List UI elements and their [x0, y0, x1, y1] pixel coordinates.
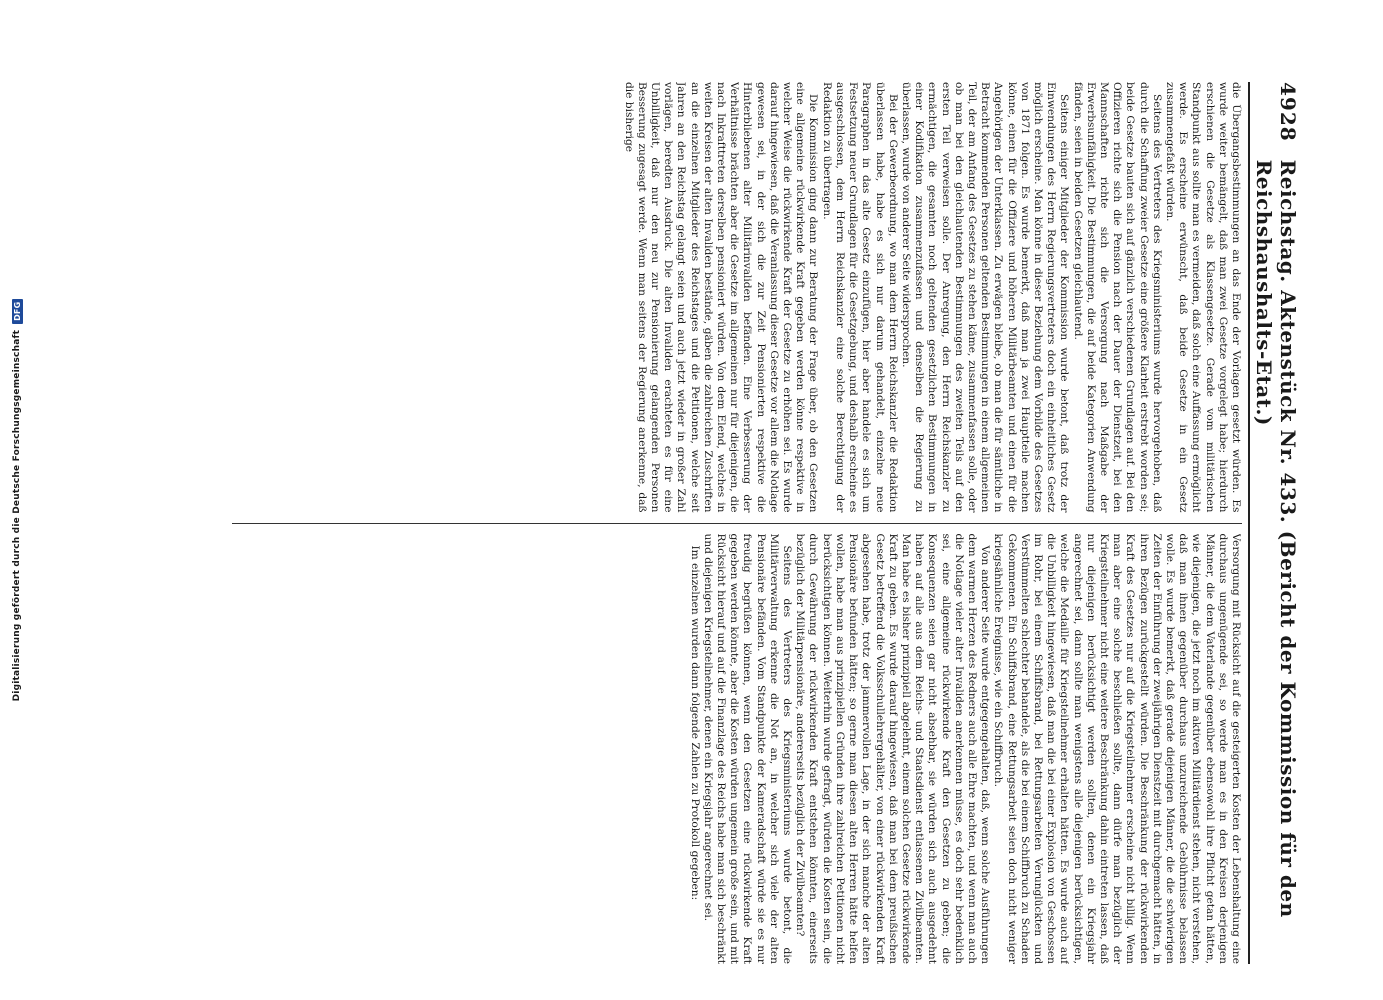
left-column — [232, 82, 1242, 513]
paragraph: Von anderer Seite wurde entgegengehalten, daß, wenn solche Ausführungen dem warmen Herzen des Redners auch alle Ehre machten, und wenn man auch die Notlage vieler alter Invaliden anerkennen müsse, es doch sehr bedenklich sei, eine allgemeine rückwirkende Kraft den Gesetzen zu geben; die Konsequenzen seien gar nicht absehbar, sie würden sich auch ausgedehnt haben auf alle aus dem Reichs- und Staatsdienst entlassenen Zivilbeamten. Man habe es bisher prinzipiell abgelehnt, einem solchen Gesetze rückwirkende Kraft zu geben. Es wurde darauf hingewiesen, daß man bei dem preußischen Gesetz betreffend die Volksschullehrergehälter, von einer rückwirkenden Kraft abgesehen habe, trotz der jammervollen Lage, in der sich manche der alten Pensionäre befunden hätten; so gerne man diesen alten Herren hätte helfen wollen, habe man aus prinzipiellen Gründen ihre zahlreichen Petitionen nicht berücksichtigen können. Weiterhin wurde gefragt, würden die Kosten sein, die durch Gewährung der rückwirkenden Kraft entstehen könnten, einerseits bezüglich der Militärpensionäre, andererseits bezüglich der Zivilbeamten? — [794, 533, 992, 964]
document-page — [240, 78, 1300, 968]
paragraph: Seitens einiger Mitglieder der Kommission wurde betont, daß trotz der Einwendungen des Herrn Regierungsvertreters doch ein einheitliches Gesetz möglich erscheine. Man könne in dieser Beziehung dem Vorbilde des Gesetzes von 1871 folgen. Es wurde bemerkt, daß man ja zwei Hauptteile machen könne, einen für die Offiziere und höheren Militärbeamten und einen für die Angehörigen der Unterklassen. Zu erwägen bleibe, ob man die für sämtliche in Betracht kommenden Personen geltenden Bestimmungen in einem allgemeinen Teil, der am Anfang des Gesetzes zu stehen käme, zusammenfassen solle, oder ob man bei den gleichlautenden Bestimmungen des zweiten Teils auf den ersten Teil verweisen solle. Der Anregung, den Herrn Reichskanzler zu ermächtigen, die gesamten noch geltenden gesetzlichen Bestimmungen in einer Kodifikation zusammenzufassen und denselben die Regierung zu überlassen, wurde von anderer Seite widersprochen. — [899, 82, 1071, 513]
page-header — [1248, 82, 1300, 964]
paragraph: Bei der Gewerbeordnung, wo man dem Herrn Reichskanzler die Redaktion überlassen habe, habe es sich nur darum gehandelt, einzelne neue Paragraphen in das alte Gesetz einzufügen, hier aber handele es sich um Festsetzung neuer Grundlagen für die Gesetzgebung, und deshalb erscheine es ausgeschlossen, dem Herrn Reichskanzler eine solche Berechtigung der Redaktion zu übertragen. — [820, 82, 899, 513]
paragraph: Im einzelnen wurden dann folgende Zahlen zu Protokoll gegeben: — [688, 545, 701, 901]
digitization-footer — [7, 0, 27, 1000]
paragraph: Versorgung mit Rücksicht auf die gesteigerten Kosten der Lebenshaltung eine durchaus ungenügende sei, so werde man es in den Kreisen derjenigen Männer, die dem Vaterlande gegenüber ebensowohl ihre Pflicht getan hätten, wie diejenigen, die jetzt noch im aktiven Militärdienst stehen, nicht verstehen, daß man ihnen gegenüber durchaus unzureichende Gebührnisse belassen wolle. Es wurde bemerkt, daß gerade diejenigen Männer, die die schwierigen Zeiten der Einführung der zweijährigen Dienstzeit mit durchgemacht hätten, in ihren Bezügen zurückgestellt würden. Die Beschränkung der rückwirkenden Kraft des Gesetzes nur auf die Kriegsteilnehmer erscheine nicht billig. Wenn man aber eine solche beschließen sollte, dann dürfe man bezüglich der Kriegsteilnehmer nicht eine weitere Beschränkung dahin eintreten lassen, daß nur diejenigen berücksichtigt werden sollten, denen ein Kriegsjahr angerechnet sei, dann sollte man wenigstens alle diejenigen berücksichtigen, welche die Medaille für Kriegsteilnehmer erhalten hätten. Es wurde auch auf die Unbilligkeit hingewiesen, daß man die bei einer Explosion von Geschossen im Rohr, bei einem Schiffsbrand, bei Rettungsarbeiten Verunglückten und Verstümmelten schlechter behandele, als die bei einem Schiffbruch zu Schaden Gekommenen. Ein Schiffsbrand, eine Rettungsarbeit seien doch nicht weniger kriegsähnliche Ereignisse, wie ein Schiffbruch. — [992, 533, 1242, 964]
digitization-note: Digitalisierung gefördert durch die Deutsche Forschungsgemeinschaft — [12, 329, 22, 702]
running-title: Reichstag. Aktenstück Nr. 433. (Bericht der Kommission für den Reichshaushalts-Etat.) — [1252, 159, 1300, 918]
page-number: 4928 — [1276, 82, 1300, 142]
column-divider — [232, 523, 1242, 524]
dfg-logo: DFG — [12, 299, 23, 324]
paragraph: Seitens des Vertreters des Kriegsministeriums wurde hervorgehoben, daß durch die Schaffung zweier Gesetze eine größere Klarheit erstrebt worden sei; beide Gesetze bauten sich auf gänzlich verschiedenen Grundlagen auf. Bei den Offizieren richte sich die Pension nach der Dauer der Dienstzeit, bei den Mannschaften richte sich die Versorgung nach Maßgabe der Erwerbsunfähigkeit. Die Bestimmungen, die auf beide Kategorien Anwendung fänden, seien in beiden Gesetzen gleichlautend. — [1071, 82, 1163, 513]
text-columns — [232, 82, 1242, 964]
paragraph: Seitens des Vertreters des Kriegsministeriums wurde betont, die Militärverwaltung erkenne die Not an, in welcher sich viele der alten Pensionäre befänden. Vom Standpunkte der Kameradschaft würde sie es nur freudig begrüßen können, wenn den Gesetzen eine rückwirkende Kraft gegeben werden könnte, aber die Kosten würden ungemein große sein, und mit Rücksicht hierauf und auf die Finanzlage des Reichs habe man sich beschränkt und diejenigen Kriegsteilnehmer, denen ein Kriegsjahr angerechnet sei. — [701, 533, 794, 964]
paragraph: die Übergangsbestimmungen an das Ende der Vorlagen gesetzt würden. Es wurde weiter bemängelt, daß man zwei Gesetze vorgelegt habe; hierdurch erschienen die Gesetze als Klassengesetze. Gerade vom militärischen Standpunkt aus sollte man es vermeiden, daß solch eine Auffassung ermöglicht werde. Es erscheine erwünscht, daß beide Gesetze in ein Gesetz zusammengefaßt würden. — [1163, 82, 1242, 513]
scanned-page-area — [240, 78, 1300, 968]
right-column — [232, 534, 1242, 965]
paragraph: Die Kommission ging dann zur Beratung der Frage über, ob den Gesetzen eine allgemeine rückwirkende Kraft gegeben werden könne respektive in welcher Weise die rückwirkende Kraft der Gesetze zu erhöhen sei. Es wurde darauf hingewiesen, daß die Veranlassung dieser Gesetze vor allem die Notlage gewesen sei, in der sich die zur Zeit Pensionierten respektive die Hinterbliebenen alter Militärinvaliden befänden. Eine Verbesserung der Verhältnisse brächten aber die Gesetze im allgemeinen nur für diejenigen, die nach Inkrafttreten derselben pensioniert würden. Von dem Elend, welches in weiten Kreisen der alten Invaliden bestände, gäben die zahlreichen Zuschriften an die einzelnen Mitglieder des Reichstages und die Petitionen, welche seit Jahren an den Reichstag gelangt seien und auch jetzt wieder in großer Zahl vorlägen, beredten Ausdruck. Die alten Invaliden erachteten es für eine Unbilligkeit, daß nur den neu zur Pensionierung gelangenden Personen Besserung zugesagt werde. Wenn man seitens der Regierung anerkenne, daß die bisherige — [622, 82, 820, 513]
